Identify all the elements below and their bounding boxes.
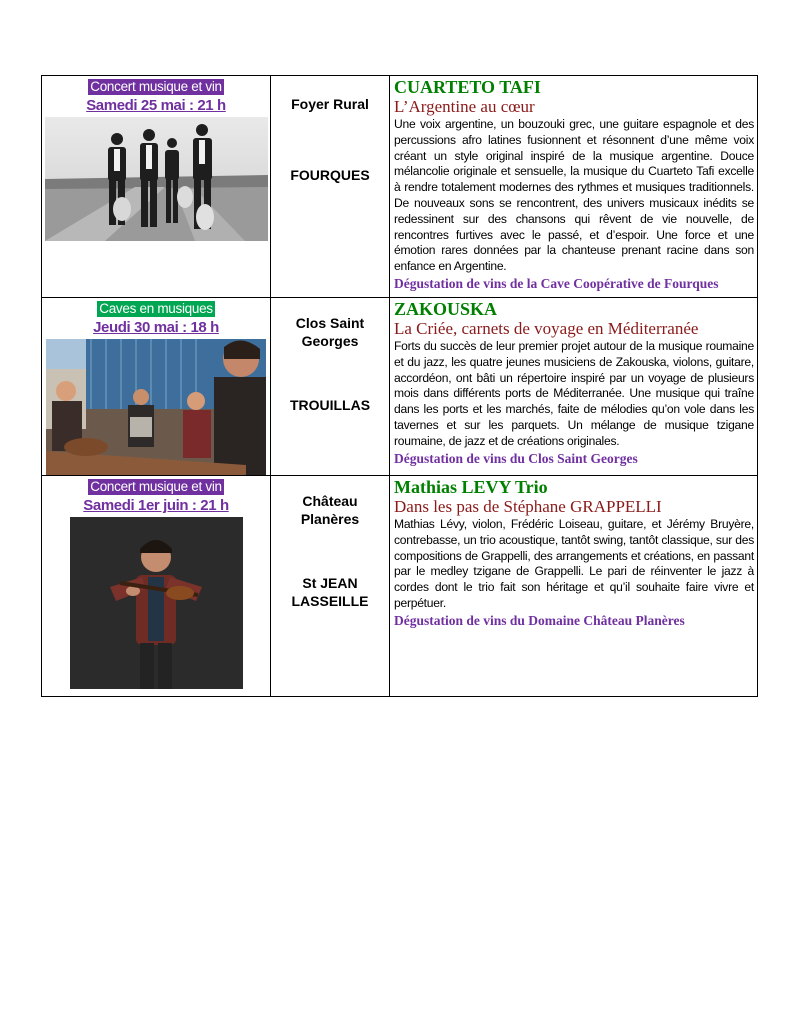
venue-cell	[271, 76, 390, 298]
venue-name: Foyer Rural	[291, 96, 369, 112]
event-description-cell	[390, 476, 758, 697]
category-badge: Concert musique et vin	[90, 479, 222, 494]
event-description: Forts du succès de leur premier projet autour de la musique roumaine et du jazz, les quatre jeunes musiciens de Zakouska, violons, guitare, accordéon, ont bâti un répertoire inspiré par un voyage de plusieurs mois dans différents ports de Méditerranée. Une musique qui traîne dans les ports et les marchés, faite de mélodies qu’on vole dans les tavernes et sur les parquets. Un mélange de musique tzigane roumaine, de jazz et de créations originales.	[394, 339, 754, 448]
venue-name: Clos Saint Georges	[295, 315, 365, 349]
event-description-cell	[390, 76, 758, 298]
event-title: ZAKOUSKA	[394, 299, 498, 319]
band-photo	[46, 339, 266, 475]
event-title: Mathias LEVY Trio	[394, 477, 548, 497]
wine-tasting-note: Dégustation de vins de la Cave Coopérative de Fourques	[394, 275, 719, 291]
event-title: CUARTETO TAFI	[394, 77, 541, 97]
event-subtitle: La Criée, carnets de voyage en Méditerranée	[394, 319, 699, 338]
category-badge: Caves en musiques	[99, 301, 213, 316]
event-description: Une voix argentine, un bouzouki grec, une guitare espagnole et des percussions afro latines fusionnent et résonnent d’une même voix créant un style original inspiré de la musique argentine. Douce mélancolie originale et sensuelle, la musique du Cuarteto Tafi excelle à rendre totalement modernes des rythmes et musiques traditionnels. De nouveaux sons se rencontrent, des univers musicaux inédits se redessinent sur des chansons qui rêvent de vie nouvelle, de rencontres furtives avec le passé, et d’espoir. Une force et une émotion rares données par la chanteuse prenant racine dans son enfance en Argentine.	[394, 117, 754, 274]
event-subtitle: L’Argentine au cœur	[394, 97, 535, 116]
venue-name: Château Planères	[300, 493, 360, 527]
venue-cell	[271, 476, 390, 697]
event-date: Samedi 25 mai : 21 h	[86, 97, 226, 114]
category-badge: Concert musique et vin	[90, 79, 222, 94]
band-photo	[45, 117, 268, 241]
artist-photo	[70, 517, 243, 689]
wine-tasting-note: Dégustation de vins du Domaine Château Planères	[394, 612, 685, 628]
venue-town: FOURQUES	[290, 167, 370, 183]
event-info-cell	[42, 298, 271, 476]
event-subtitle: Dans les pas de Stéphane GRAPPELLI	[394, 497, 662, 516]
event-row	[42, 76, 758, 298]
venue-town: TROUILLAS	[289, 397, 371, 413]
wine-tasting-note: Dégustation de vins du Clos Saint Georges	[394, 450, 638, 466]
event-row	[42, 298, 758, 476]
event-date: Samedi 1er juin : 21 h	[83, 497, 229, 514]
event-date: Jeudi 30 mai : 18 h	[93, 319, 219, 336]
event-description-cell	[390, 298, 758, 476]
venue-cell	[271, 298, 390, 476]
event-row	[42, 476, 758, 697]
event-info-cell	[42, 476, 271, 697]
event-description: Mathias Lévy, violon, Frédéric Loiseau, guitare, et Jérémy Bruyère, contrebasse, un trio acoustique, tantôt swing, tantôt classique, sur des compositions de Grappelli, des arrangements et créations, en passant par le medley tzigane de Grappelli. Le pari de réinventer le jazz à cordes dont le trio fait son héritage et qu’il souhaite faire vivre et perpétuer.	[394, 517, 754, 610]
event-program-table	[41, 75, 758, 697]
venue-town: St JEAN LASSEILLE	[291, 575, 369, 609]
event-info-cell	[42, 76, 271, 298]
